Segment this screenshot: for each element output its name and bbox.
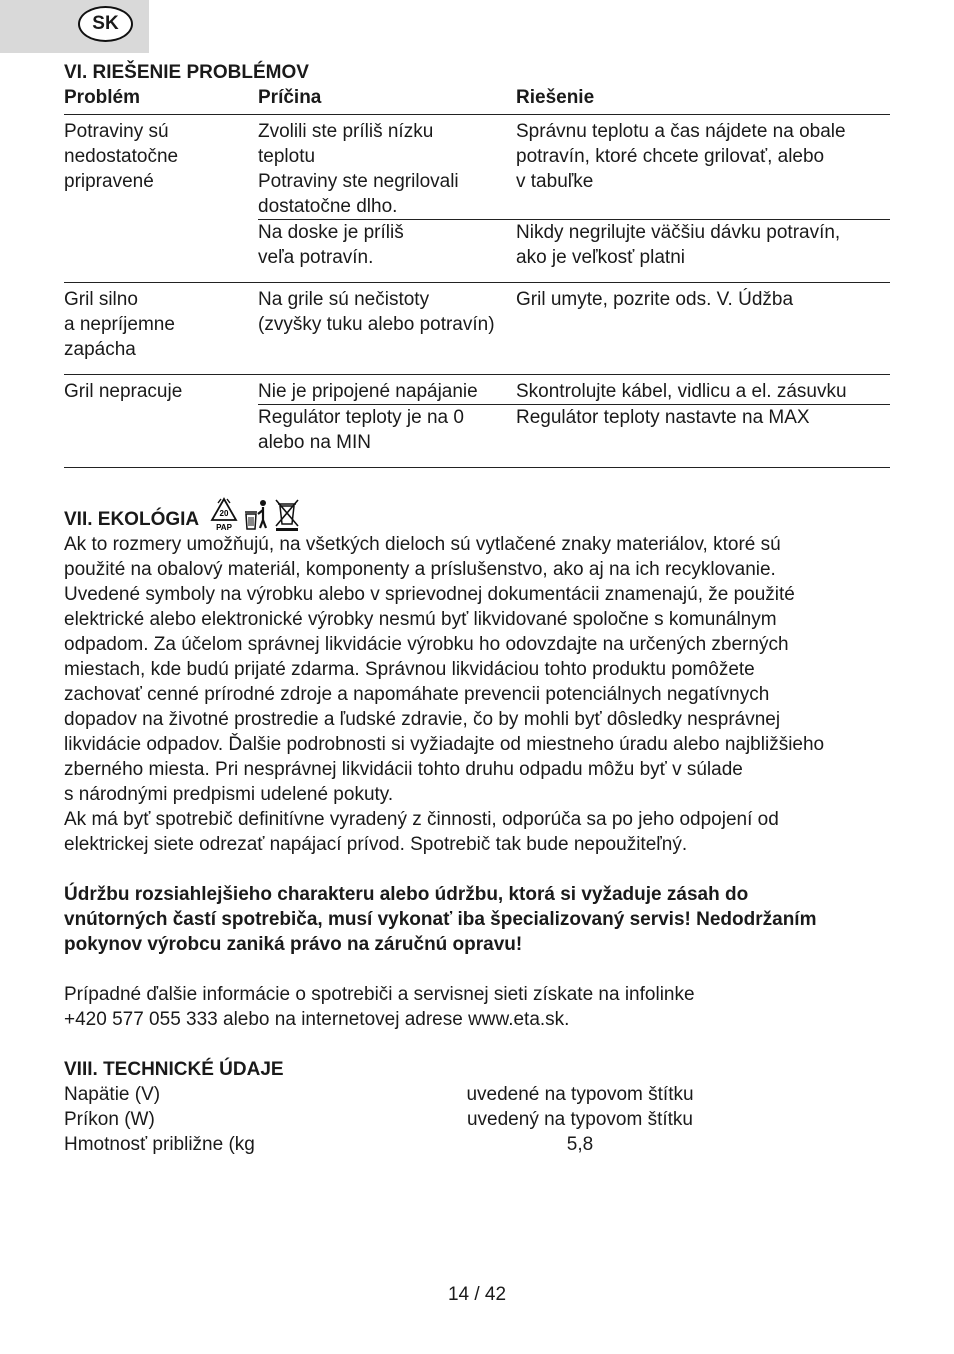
warning-line: pokynov výrobcu zaniká právo na záručnú opravu! xyxy=(64,934,523,955)
table-header-row xyxy=(64,85,890,115)
cause-cell: Na grile sú nečistoty (zvyšky tuku alebo potravín) xyxy=(258,283,516,375)
ecology-text xyxy=(64,532,890,857)
spec-label: Hmotnosť približne (kg xyxy=(64,1134,255,1155)
ecology-line: s národnými predpismi udelené pokuty. xyxy=(64,784,394,805)
ecology-heading-row xyxy=(64,496,890,532)
spec-value: uvedené na typovom štítku xyxy=(466,1084,694,1105)
cause-cell: Na doske je príliš veľa potravín. xyxy=(258,220,516,283)
spec-value: 5,8 xyxy=(566,1134,594,1155)
ecology-line: Uvedené symboly na výrobku alebo v sprievodnej dokumentácii znamenajú, že použité xyxy=(64,584,795,605)
language-badge: SK xyxy=(78,6,133,42)
ecology-line: odpadom. Za účelom správnej likvidácie výrobku ho odovzdajte na určených zberných xyxy=(64,634,789,655)
ecology-icons xyxy=(207,496,301,532)
solution-cell: Regulátor teploty nastavte na MAX xyxy=(516,405,890,468)
infoline-text xyxy=(64,982,890,1032)
cause-cell: Zvolili ste príliš nízku teplotu Potraviny ste negrilovali dostatočne dlho. xyxy=(258,115,516,220)
cause-cell: Nie je pripojené napájanie xyxy=(258,375,516,405)
technical-specs xyxy=(64,1082,890,1157)
ecology-heading: VII. EKOLÓGIA xyxy=(64,509,200,530)
ecology-line: použité na obalový materiál, komponenty a príslušenstvo, ako aj na ich recyklovanie. xyxy=(64,559,776,580)
language-tab xyxy=(0,0,149,53)
cause-cell: Regulátor teploty je na 0 alebo na MIN xyxy=(258,405,516,468)
warning-line: vnútorných častí spotrebiča, musí vykonať iba špecializovaný servis! Nedodržaním xyxy=(64,909,817,930)
table-row xyxy=(64,283,890,375)
ecology-line: likvidácie odpadov. Ďalšie podrobnosti si vyžiadajte od miestneho úradu alebo najbližšieho xyxy=(64,734,825,755)
ecology-line: Ak má byť spotrebič definitívne vyradený z činnosti, odporúča sa po jeho odpojení od xyxy=(64,809,779,830)
spec-label: Napätie (V) xyxy=(64,1084,161,1105)
troubleshooting-heading: VI. RIEŠENIE PROBLÉMOV xyxy=(64,62,309,83)
solution-cell: Skontrolujte kábel, vidlicu a el. zásuvku xyxy=(516,375,890,405)
recycle-code-text: 20 xyxy=(219,509,229,518)
warning-line: Údržbu rozsiahlejšieho charakteru alebo údržbu, ktorá si vyžaduje zásah do xyxy=(64,884,749,905)
ecology-line: elektrické alebo elektronické výrobky nesmú byť likvidované spoločne s komunálnym xyxy=(64,609,777,630)
ecology-line: zberného miesta. Pri nesprávnej likvidácii tohto druhu odpadu môžu byť v súlade xyxy=(64,759,743,780)
page-content xyxy=(64,60,890,1157)
ecology-line: dopadov na životné prostredie a ľudské zdravie, čo by mohli byť dôsledky nesprávnej xyxy=(64,709,781,730)
problem-cell: Gril nepracuje xyxy=(64,375,258,468)
troubleshooting-table xyxy=(64,85,890,468)
technical-data-heading: VIII. TECHNICKÉ ÚDAJE xyxy=(64,1059,284,1080)
recycle-icon xyxy=(207,496,241,532)
service-warning xyxy=(64,882,890,957)
table-row xyxy=(64,115,890,220)
problem-cell: Potraviny sú nedostatočne pripravené xyxy=(64,115,258,283)
page-number: 14 / 42 xyxy=(447,1284,507,1305)
spec-row xyxy=(64,1107,890,1132)
recycle-material-text: PAP xyxy=(216,523,233,532)
info-line: +420 577 055 333 alebo na internetovej adrese www.eta.sk. xyxy=(64,1009,570,1030)
spec-label: Príkon (W) xyxy=(64,1109,155,1130)
table-row xyxy=(64,375,890,405)
solution-cell: Správnu teplotu a čas nájdete na obale potravín, ktoré chcete grilovať, alebo v tabuľke xyxy=(516,115,890,220)
ecology-line: elektrickej siete odrezať napájací prívod. Spotrebič tak bude nepoužiteľný. xyxy=(64,834,688,855)
problem-cell: Gril silno a nepríjemne zapácha xyxy=(64,283,258,375)
crossed-out-bin-icon xyxy=(273,498,301,532)
column-header-cause: Príčina xyxy=(258,85,516,115)
info-line: Prípadné ďalšie informácie o spotrebiči a servisnej sieti získate na infolinke xyxy=(64,984,695,1005)
ecology-line: miestach, kde budú prijaté zdarma. Správnou likvidáciou tohto produktu pomôžete xyxy=(64,659,755,680)
spec-row xyxy=(64,1132,890,1157)
spec-row xyxy=(64,1082,890,1107)
solution-cell: Nikdy negrilujte väčšiu dávku potravín, ako je veľkosť platni xyxy=(516,220,890,283)
ecology-line: Ak to rozmery umožňujú, na všetkých dieloch sú vytlačené znaky materiálov, ktoré sú xyxy=(64,534,781,555)
ecology-line: zachovať cenné prírodné zdroje a napomáhate prevencii potenciálnych negatívnych xyxy=(64,684,770,705)
column-header-solution: Riešenie xyxy=(516,85,890,115)
spec-value: uvedený na typovom štítku xyxy=(466,1109,693,1130)
tidy-bin-icon xyxy=(244,498,270,532)
column-header-problem: Problém xyxy=(64,85,258,115)
solution-cell: Gril umyte, pozrite ods. V. Údžba xyxy=(516,283,890,375)
